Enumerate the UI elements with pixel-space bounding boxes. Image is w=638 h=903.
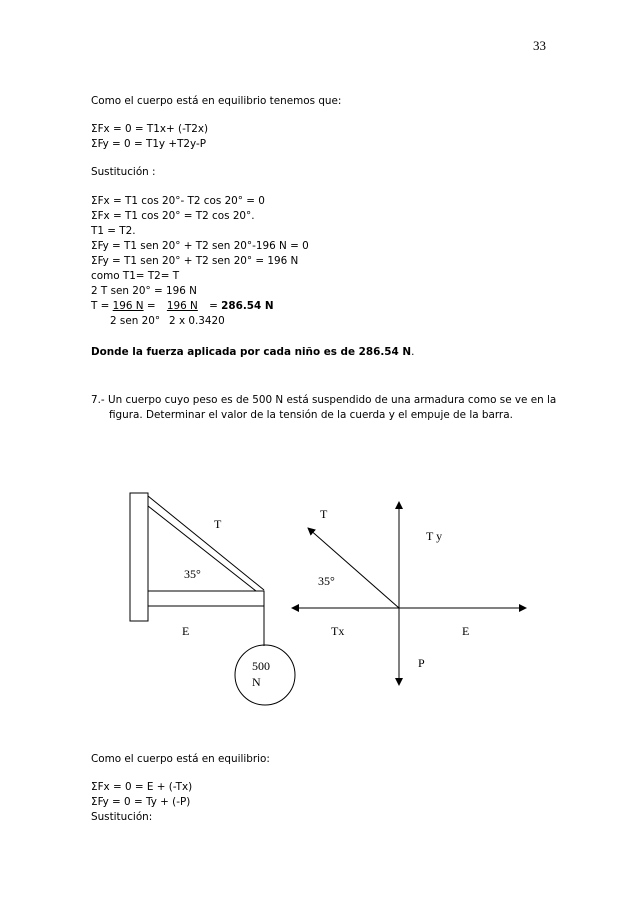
- substitution-line-5: ΣFy = T1 sen 20° + T2 sen 20° = 196 N: [91, 255, 299, 267]
- equation-sum-fy: ΣFy = 0 = T1y +T2y-P: [91, 138, 207, 150]
- substitution-line-1: ΣFx = T1 cos 20°- T2 cos 20° = 0: [91, 195, 265, 207]
- substitution-label: Sustitución :: [91, 166, 156, 178]
- substitution-line-4: ΣFy = T1 sen 20° + T2 sen 20°-196 N = 0: [91, 240, 309, 252]
- wall: [130, 493, 148, 621]
- cable-upper-edge: [148, 496, 264, 590]
- problem-7-statement-line-2: figura. Determinar el valor de la tensión de la cuerda y el empuje de la barra.: [109, 409, 513, 421]
- conclusion-end: .: [411, 346, 415, 358]
- truss-diagram: [130, 493, 295, 705]
- substitution-line-7: 2 T sen 20° = 196 N: [91, 285, 197, 297]
- cable-lower-edge: [148, 506, 256, 591]
- weight-label-line-1: 500: [252, 659, 270, 673]
- equation-sum-fx-2: ΣFx = 0 = E + (-Tx): [91, 781, 193, 793]
- weight-label-line-2: N: [252, 675, 261, 689]
- page-number: 33: [533, 38, 546, 53]
- horizontal-bar: [148, 591, 264, 606]
- label-e-right: E: [462, 624, 470, 638]
- label-ty: T y: [426, 529, 443, 543]
- t-equals-2: =: [205, 300, 222, 312]
- equation-sum-fy-2: ΣFy = 0 = Ty + (-P): [91, 796, 191, 808]
- free-body-diagram: [292, 502, 526, 685]
- label-t-left: T: [214, 517, 222, 531]
- label-p: P: [418, 656, 425, 670]
- label-t-right: T: [320, 507, 328, 521]
- substitution-line-6: como T1= T2= T: [91, 270, 180, 282]
- substitution-line-3: T1 = T2.: [91, 225, 136, 237]
- substitution-line-2: ΣFx = T1 cos 20° = T2 cos 20°.: [91, 210, 255, 222]
- t-denominator-1: 2 sen 20°: [110, 315, 161, 327]
- t-numerator-1: 196 N: [112, 300, 144, 312]
- equilibrium-intro: Como el cuerpo está en equilibrio tenemos que:: [91, 95, 342, 107]
- label-angle-right: 35°: [318, 574, 335, 588]
- weight-circle: [235, 645, 295, 705]
- conclusion-text: Donde la fuerza aplicada por cada niño es de: [91, 346, 359, 358]
- equation-sum-fx: ΣFx = 0 = T1x+ (-T2x): [91, 123, 209, 135]
- equilibrium-intro-2: Como el cuerpo está en equilibrio:: [91, 753, 270, 765]
- t-denominator-2: 2 x 0.3420: [169, 315, 225, 327]
- label-angle-left: 35°: [184, 567, 201, 581]
- t-result: 286.54 N: [221, 300, 274, 312]
- problem-7-statement-line-1: 7.- Un cuerpo cuyo peso es de 500 N está suspendido de una armadura como se ve en la: [91, 394, 557, 406]
- substitution-label-2: Sustitución:: [91, 811, 153, 823]
- t-equals-1: =: [143, 300, 159, 312]
- t-prefix: T =: [91, 300, 113, 312]
- t-numerator-2: 196 N: [166, 300, 198, 312]
- conclusion-value: 286.54 N: [358, 346, 412, 358]
- t-arrow: [308, 528, 399, 608]
- label-tx: Tx: [331, 624, 345, 638]
- label-e-left: E: [182, 624, 190, 638]
